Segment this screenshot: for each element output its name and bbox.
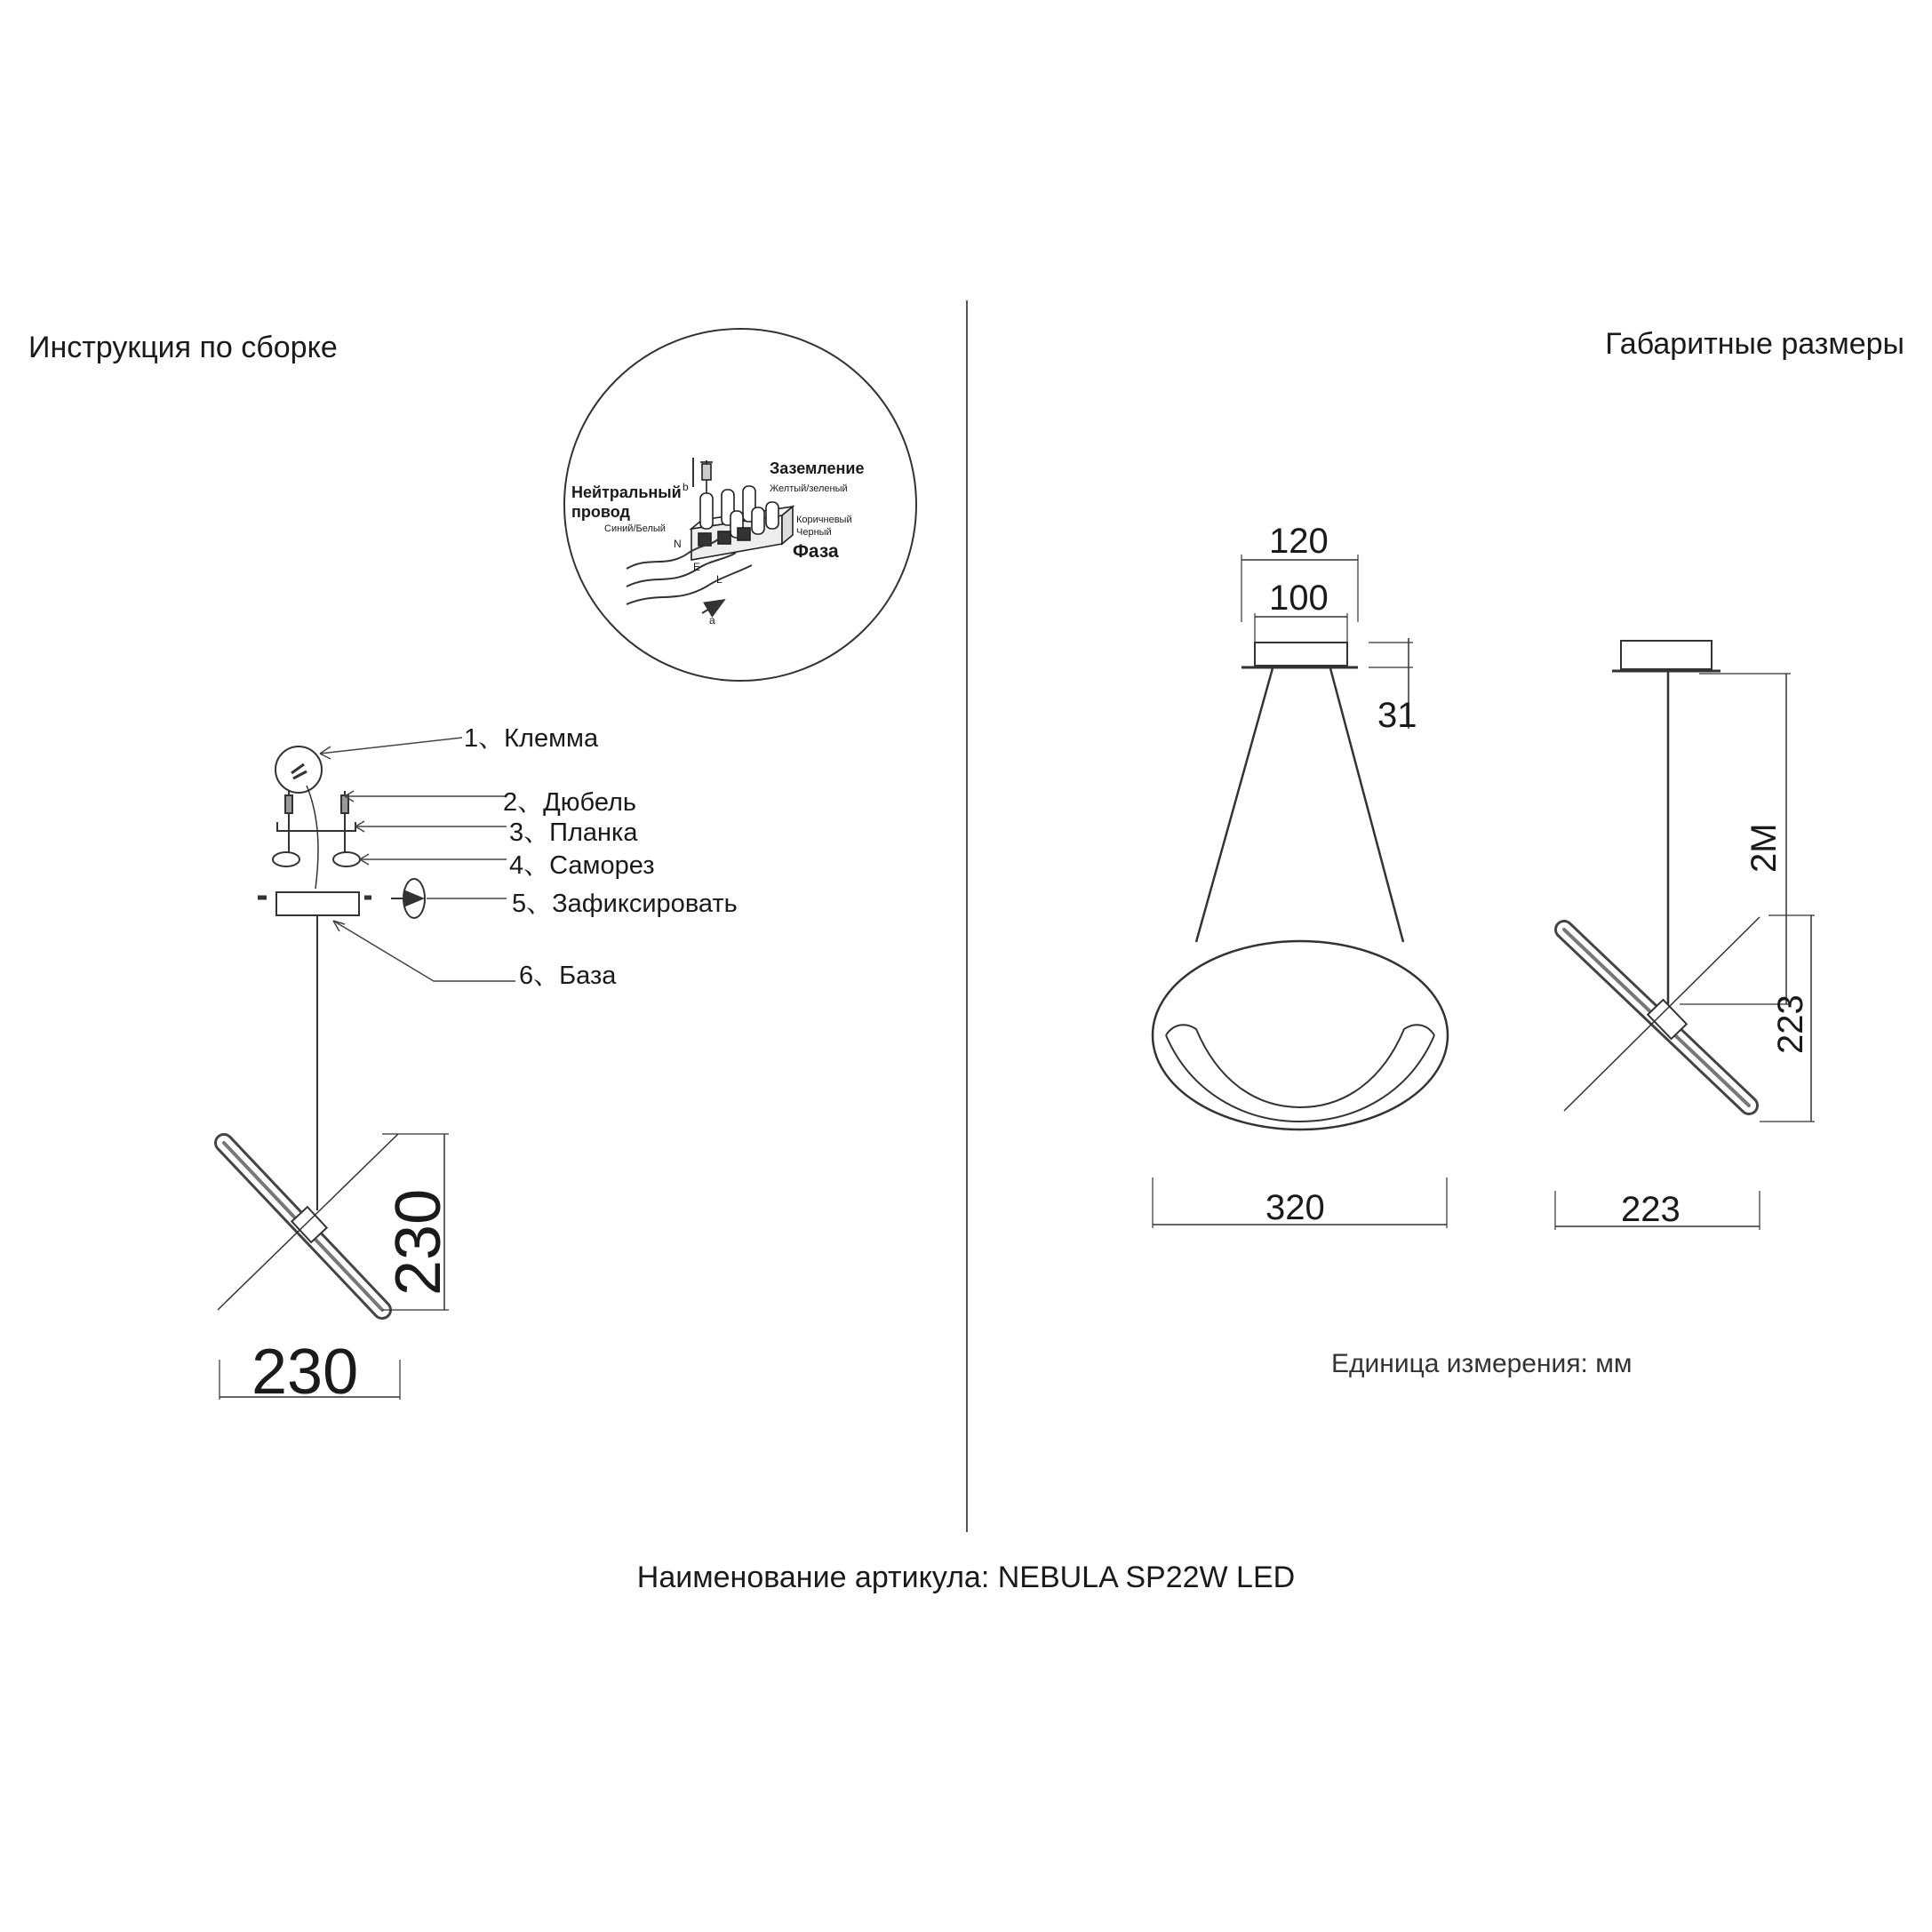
canopy-height-dimension: 31 — [1377, 696, 1417, 735]
unit-note: Единица измерения: мм — [1331, 1349, 1633, 1378]
phase-colors-label-2: Черный — [796, 527, 832, 538]
neutral-label-2: провод — [571, 503, 630, 521]
part-label-fix: 5、Зафиксировать — [512, 890, 738, 918]
part-label-dowel: 2、Дюбель — [503, 788, 637, 817]
canopy-outer-dimension: 120 — [1269, 522, 1329, 561]
cable-length-dimension: 2M — [1744, 823, 1784, 873]
side-view — [1555, 641, 1815, 1230]
terminal-n-label: N — [674, 538, 682, 550]
screwdriver-icon — [700, 460, 713, 493]
neutral-label: Нейтральный — [571, 483, 682, 501]
screw-rotate-icon — [273, 852, 299, 866]
part-leaders — [320, 738, 515, 981]
base-canopy — [276, 892, 359, 915]
dimensions-heading: Габаритные размеры — [1605, 327, 1904, 361]
front-ring-outer — [1153, 941, 1448, 1130]
neutral-colors-label: Синий/Белый — [604, 523, 666, 534]
mark-b-label: b — [683, 481, 689, 493]
side-height-dimension: 223 — [1771, 994, 1810, 1054]
mark-a-label: a — [709, 614, 715, 627]
front-cable-left — [1196, 668, 1273, 942]
terminal-block-icon — [691, 486, 793, 560]
left-height-dimension: 230 — [383, 1188, 454, 1296]
ground-label: Заземление — [770, 459, 865, 477]
terminal-e-label: E — [693, 561, 701, 573]
article-name: Наименование артикула: NEBULA SP22W LED — [636, 1561, 1296, 1594]
side-canopy — [1621, 641, 1712, 669]
front-canopy — [1255, 643, 1347, 666]
assembly-heading: Инструкция по сборке — [28, 331, 338, 364]
wiring-detail — [564, 329, 916, 681]
front-view — [1153, 555, 1448, 1228]
side-lamp-body — [1564, 917, 1760, 1111]
side-width-dimension: 223 — [1621, 1190, 1681, 1229]
part-label-plate: 3、Планка — [509, 818, 638, 847]
left-width-dimension: 230 — [251, 1337, 359, 1408]
ground-colors-label: Желтый/зеленый — [770, 483, 848, 494]
assembly-drawing — [218, 746, 449, 1400]
front-width-dimension: 320 — [1265, 1188, 1325, 1227]
part-label-screw: 4、Саморез — [509, 851, 655, 880]
canopy-inner-dimension: 100 — [1269, 579, 1329, 618]
part-label-terminal: 1、Клемма — [464, 724, 599, 753]
phase-label: Фаза — [793, 541, 839, 562]
lamp-body — [218, 1134, 398, 1310]
terminal-l-label: L — [716, 573, 723, 586]
part-label-base: 6、База — [519, 962, 617, 990]
phase-colors-label: Коричневый — [796, 515, 852, 525]
